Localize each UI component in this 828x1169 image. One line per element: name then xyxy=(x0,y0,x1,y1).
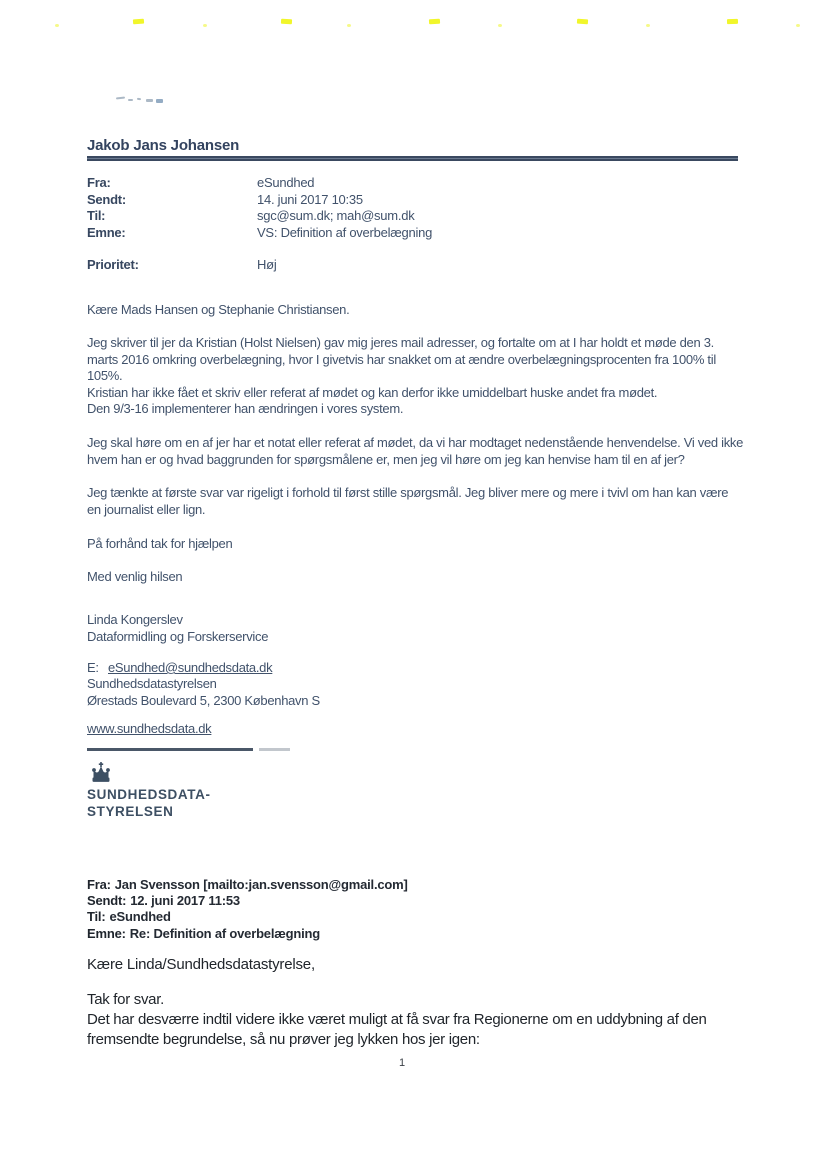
field-label: Fra: xyxy=(87,175,111,190)
logo-text xyxy=(87,786,347,820)
email2-paragraph: Det har desværre indtil videre ikke været muligt at få svar fra Regionerne om en uddybning af den fremsendte begrundelse, så nu prøver jeg lykken hos jer igen: xyxy=(87,1011,707,1048)
email2-body xyxy=(87,990,735,1050)
field-label: Sendt: xyxy=(87,893,127,909)
field-value: sgc@sum.dk; mah@sum.dk xyxy=(257,208,415,224)
signature-block xyxy=(87,612,487,645)
field-label: Emne: xyxy=(87,925,126,941)
field-row-til xyxy=(87,208,747,225)
signature-contact xyxy=(87,660,537,709)
field-value: eSundhed xyxy=(257,175,315,190)
field-row-fra xyxy=(87,877,747,893)
signature-department: Dataformidling og Forskerservice xyxy=(87,628,269,644)
field-label: Prioritet: xyxy=(87,257,139,272)
field-label: Til: xyxy=(87,208,106,224)
email1-paragraph-3: Jeg tænkte at første svar var rigeligt i forhold til først stille spørgsmål. Jeg bliver mere og mere i tvivl om han kan være en journalist eller lign. xyxy=(87,485,729,517)
field-row-emne xyxy=(87,225,747,242)
field-value: eSundhed xyxy=(109,909,171,925)
sundhedsdatastyrelsen-logo xyxy=(87,761,347,820)
email-label: E: xyxy=(87,660,99,675)
paragraph-text: Den 9/3-16 implementerer han ændringen i vores system. xyxy=(87,401,404,417)
field-label: Sendt: xyxy=(87,191,126,207)
signature-name: Linda Kongerslev xyxy=(87,612,183,627)
print-header-name: Jakob Jans Johansen xyxy=(87,137,240,154)
email1-paragraph-2: Jeg skal høre om en af jer har et notat eller referat af mødet, da vi har modtaget nedenstående henvendelse. Vi ved ikke hvem han er og hvad baggrunden for spørgsmålene er, men jeg vil høre om jeg kan henvise ham til en af jer? xyxy=(87,435,744,467)
field-value: Re: Definition af overbelægning xyxy=(129,925,320,941)
field-value: 12. juni 2017 11:53 xyxy=(130,893,240,909)
crown-icon xyxy=(89,761,113,783)
paragraph-text: Jeg skriver til jer da Kristian (Holst Nielsen) gav mig jeres mail adresser, og fortalte om at I har holdt et møde den 3. marts 2016 omkring overbelægning, hvor I givetvis har snakket om at ændre overbelægningsprocenten fra 100% til 105%. xyxy=(87,335,716,384)
signature-address: Ørestads Boulevard 5, 2300 København S xyxy=(87,692,320,708)
field-row-sendt xyxy=(87,192,747,209)
signature-email-row xyxy=(87,660,537,676)
signature-divider xyxy=(87,748,290,751)
paragraph-text: Kristian har ikke fået et skriv eller referat af mødet og kan derfor ikke umiddelbart huske andet fra mødet. xyxy=(87,384,658,400)
page-number: 1 xyxy=(398,1057,406,1069)
email1-thanks-line: På forhånd tak for hjælpen xyxy=(87,536,233,551)
email1-greeting: Kære Mads Hansen og Stephanie Christiansen. xyxy=(87,302,350,317)
email1-paragraph-1 xyxy=(87,335,745,418)
field-row-prioritet xyxy=(87,257,747,274)
header-rule xyxy=(87,156,738,161)
signature-email-link[interactable]: eSundhed@sundhedsdata.dk xyxy=(108,660,273,675)
signature-website-link[interactable]: www.sundhedsdata.dk xyxy=(87,721,212,736)
field-label: Til: xyxy=(87,909,106,925)
email2-greeting: Kære Linda/Sundhedsdatastyrelse, xyxy=(87,956,315,973)
email1-closing-line: Med venlig hilsen xyxy=(87,569,183,584)
field-row-emne xyxy=(87,926,747,942)
field-value: Høj xyxy=(257,257,277,272)
field-row-sendt xyxy=(87,893,747,909)
logo-line-1: SUNDHEDSDATA- xyxy=(87,787,211,802)
logo-line-2: STYRELSEN xyxy=(87,804,174,819)
field-value: Jan Svensson [mailto:jan.svensson@gmail.com] xyxy=(114,877,408,892)
field-row-fra xyxy=(87,175,747,192)
email1-header-fields xyxy=(87,175,747,241)
signature-org: Sundhedsdatastyrelsen xyxy=(87,676,217,692)
email2-line-1: Tak for svar. xyxy=(87,991,164,1008)
field-value: VS: Definition af overbelægning xyxy=(257,224,433,240)
field-row-til xyxy=(87,909,747,925)
field-label: Emne: xyxy=(87,224,126,240)
email2-header-fields xyxy=(87,877,747,942)
field-value: 14. juni 2017 10:35 xyxy=(257,191,363,207)
field-label: Fra: xyxy=(87,877,111,892)
signature-website-row xyxy=(87,721,211,738)
